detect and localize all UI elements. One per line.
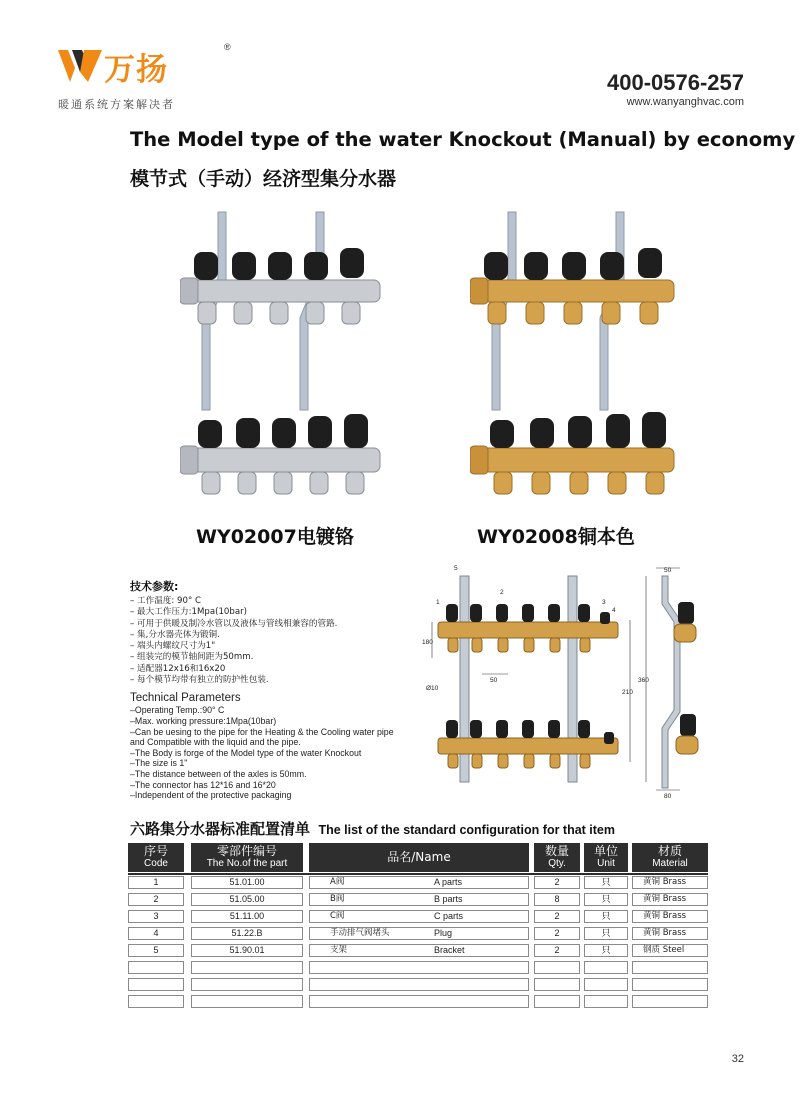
table-cell-material [632, 995, 708, 1008]
callout-4: 4 [612, 607, 616, 614]
part-name-en: Bracket [434, 945, 465, 955]
config-list-title-en: The list of the standard configuration for that item [318, 823, 616, 837]
spec-line-cn: – 端头内螺纹尺寸为1" [130, 641, 216, 652]
page-title-en: The Model type of the water Knockout (Manual) by economy [130, 128, 796, 151]
brand-name: 万扬 [104, 52, 168, 88]
table-cell-part [191, 961, 303, 974]
page-number: 32 [731, 1053, 744, 1065]
dim-360: 360 [638, 677, 649, 684]
spec-line-en: –The distance between of the axles is 50mm. [130, 768, 307, 779]
product-model-chrome: WY02007电镀铬 [196, 526, 354, 548]
table-cell-code [128, 995, 184, 1008]
table-cell-qty: 2 [534, 876, 580, 889]
callout-3: 3 [602, 599, 606, 606]
table-cell-qty: 2 [534, 927, 580, 940]
brand-mark-icon [58, 48, 102, 84]
table-cell-name [309, 893, 529, 906]
table-cell-material: 黄铜 Brass [632, 893, 708, 906]
table-cell-name [309, 978, 529, 991]
brass-manifold-illustration [470, 210, 700, 500]
spec-line-en: –Operating Temp.:90° C [130, 705, 225, 716]
table-cell-part: 51.90.01 [191, 944, 303, 957]
header-part-no: 零部件编号 The No.of the part [191, 843, 303, 872]
spec-line-cn: – 组装完的模节轴间距为50mm. [130, 652, 254, 663]
table-cell-name [309, 995, 529, 1008]
header-material: 材质 Material [632, 843, 708, 872]
brand-logo [58, 44, 258, 114]
spec-line-cn: – 最大工作压力:1Mpa(10bar) [130, 607, 247, 618]
part-name-en: Plug [434, 928, 453, 938]
table-cell-part: 51.11.00 [191, 910, 303, 923]
spec-line-en: –Independent of the protective packaging [130, 790, 292, 801]
spec-line-en: –The Body is forge of the Model type of the water Knockout [130, 747, 362, 758]
table-cell-qty [534, 995, 580, 1008]
header-name: 品名/Name [309, 843, 529, 872]
spec-line-en: –The size is 1" [130, 758, 188, 769]
spec-line-cn: – 可用于供暖及制冷水管以及液体与管线相兼容的管路. [130, 618, 338, 629]
table-cell-part: 51.01.00 [191, 876, 303, 889]
table-cell-code: 3 [128, 910, 184, 923]
dim-bore: Ø10 [426, 685, 439, 692]
table-cell-unit [584, 961, 628, 974]
table-cell-material: 黄铜 Brass [632, 910, 708, 923]
technical-specs [130, 578, 430, 801]
product-model-brass: WY02008铜本色 [477, 526, 635, 548]
technical-drawing [418, 562, 718, 802]
config-list-title-cn: 六路集分水器标准配置清单 [130, 820, 311, 838]
product-image-chrome [180, 210, 410, 500]
spec-line-en: –The connector has 12*16 and 16*20 [130, 779, 276, 790]
spec-line-cn: – 集,分水器壳体为锻铜. [130, 629, 220, 640]
part-name-cn: A阀 [330, 877, 345, 887]
dim-80: 80 [664, 793, 672, 800]
table-cell-qty: 8 [534, 893, 580, 906]
table-cell-unit: 只 [584, 927, 628, 940]
table-cell-unit [584, 995, 628, 1008]
dim-50-side: 50 [664, 567, 672, 574]
header-unit: 单位 Unit [584, 843, 628, 872]
callout-1: 1 [436, 599, 440, 606]
dim-50-axis: 50 [490, 677, 498, 684]
table-cell-code: 5 [128, 944, 184, 957]
table-cell-part: 51.22.B [191, 927, 303, 940]
table-cell-name [309, 910, 529, 923]
table-cell-name [309, 961, 529, 974]
spec-line-cn: – 适配器12x16和16x20 [130, 663, 226, 674]
table-cell-code [128, 978, 184, 991]
callout-2: 2 [500, 589, 504, 596]
registered-mark: ® [224, 42, 231, 52]
table-cell-qty [534, 978, 580, 991]
part-name-en: C parts [434, 911, 464, 921]
spec-line-en: –Can be uesing to the pipe for the Heating & the Cooling water pipe [130, 726, 394, 737]
table-cell-unit: 只 [584, 876, 628, 889]
table-cell-qty [534, 961, 580, 974]
dim-180: 180 [422, 639, 433, 646]
table-cell-material: 钢质 Steel [632, 944, 708, 957]
website-link[interactable]: www.wanyanghvac.com [626, 96, 744, 108]
chrome-manifold-illustration [180, 210, 410, 500]
part-name-cn: 手动排气阀堵头 [330, 928, 390, 938]
spec-line-en: –Max. working pressure:1Mpa(10bar) [130, 715, 277, 726]
part-name-en: A parts [434, 877, 463, 887]
spec-line-en: and Compatible with the liquid and the pipe. [130, 737, 301, 748]
part-name-cn: 支架 [330, 945, 348, 955]
brand-slogan: 暖通系统方案解决者 [58, 98, 175, 111]
table-cell-code [128, 961, 184, 974]
dim-210: 210 [622, 689, 633, 696]
page-title-cn: 模节式（手动）经济型集分水器 [130, 168, 397, 190]
table-cell-material: 黄铜 Brass [632, 876, 708, 889]
header-code: 序号 Code [128, 843, 184, 872]
table-cell-qty: 2 [534, 944, 580, 957]
table-cell-name [309, 876, 529, 889]
part-name-cn: C阀 [330, 911, 345, 921]
table-cell-part: 51.05.00 [191, 893, 303, 906]
part-name-cn: B阀 [330, 894, 345, 904]
table-cell-name [309, 944, 529, 957]
table-cell-code: 1 [128, 876, 184, 889]
table-cell-code: 4 [128, 927, 184, 940]
product-image-brass [470, 210, 700, 500]
spec-line-cn: – 工作温度: 90° C [130, 596, 201, 606]
specs-heading-en: Technical Parameters [130, 692, 241, 705]
table-cell-material: 黄铜 Brass [632, 927, 708, 940]
table-cell-part [191, 995, 303, 1008]
callout-5: 5 [454, 565, 458, 572]
specs-heading-cn: 技术参数: [130, 580, 179, 593]
table-cell-material [632, 978, 708, 991]
table-cell-unit: 只 [584, 944, 628, 957]
spec-line-cn: – 每个模节均带有独立的防护性包装. [130, 675, 269, 686]
table-cell-unit [584, 978, 628, 991]
table-cell-name [309, 927, 529, 940]
header-qty: 数量 Qty. [534, 843, 580, 872]
table-cell-part [191, 978, 303, 991]
table-cell-unit: 只 [584, 910, 628, 923]
table-cell-unit: 只 [584, 893, 628, 906]
table-cell-material [632, 961, 708, 974]
config-list-title [130, 818, 615, 839]
phone-number: 400-0576-257 [606, 70, 744, 95]
part-name-en: B parts [434, 894, 463, 904]
table-cell-qty: 2 [534, 910, 580, 923]
dimension-drawing [418, 562, 718, 802]
header-rule [128, 873, 708, 875]
table-cell-code: 2 [128, 893, 184, 906]
